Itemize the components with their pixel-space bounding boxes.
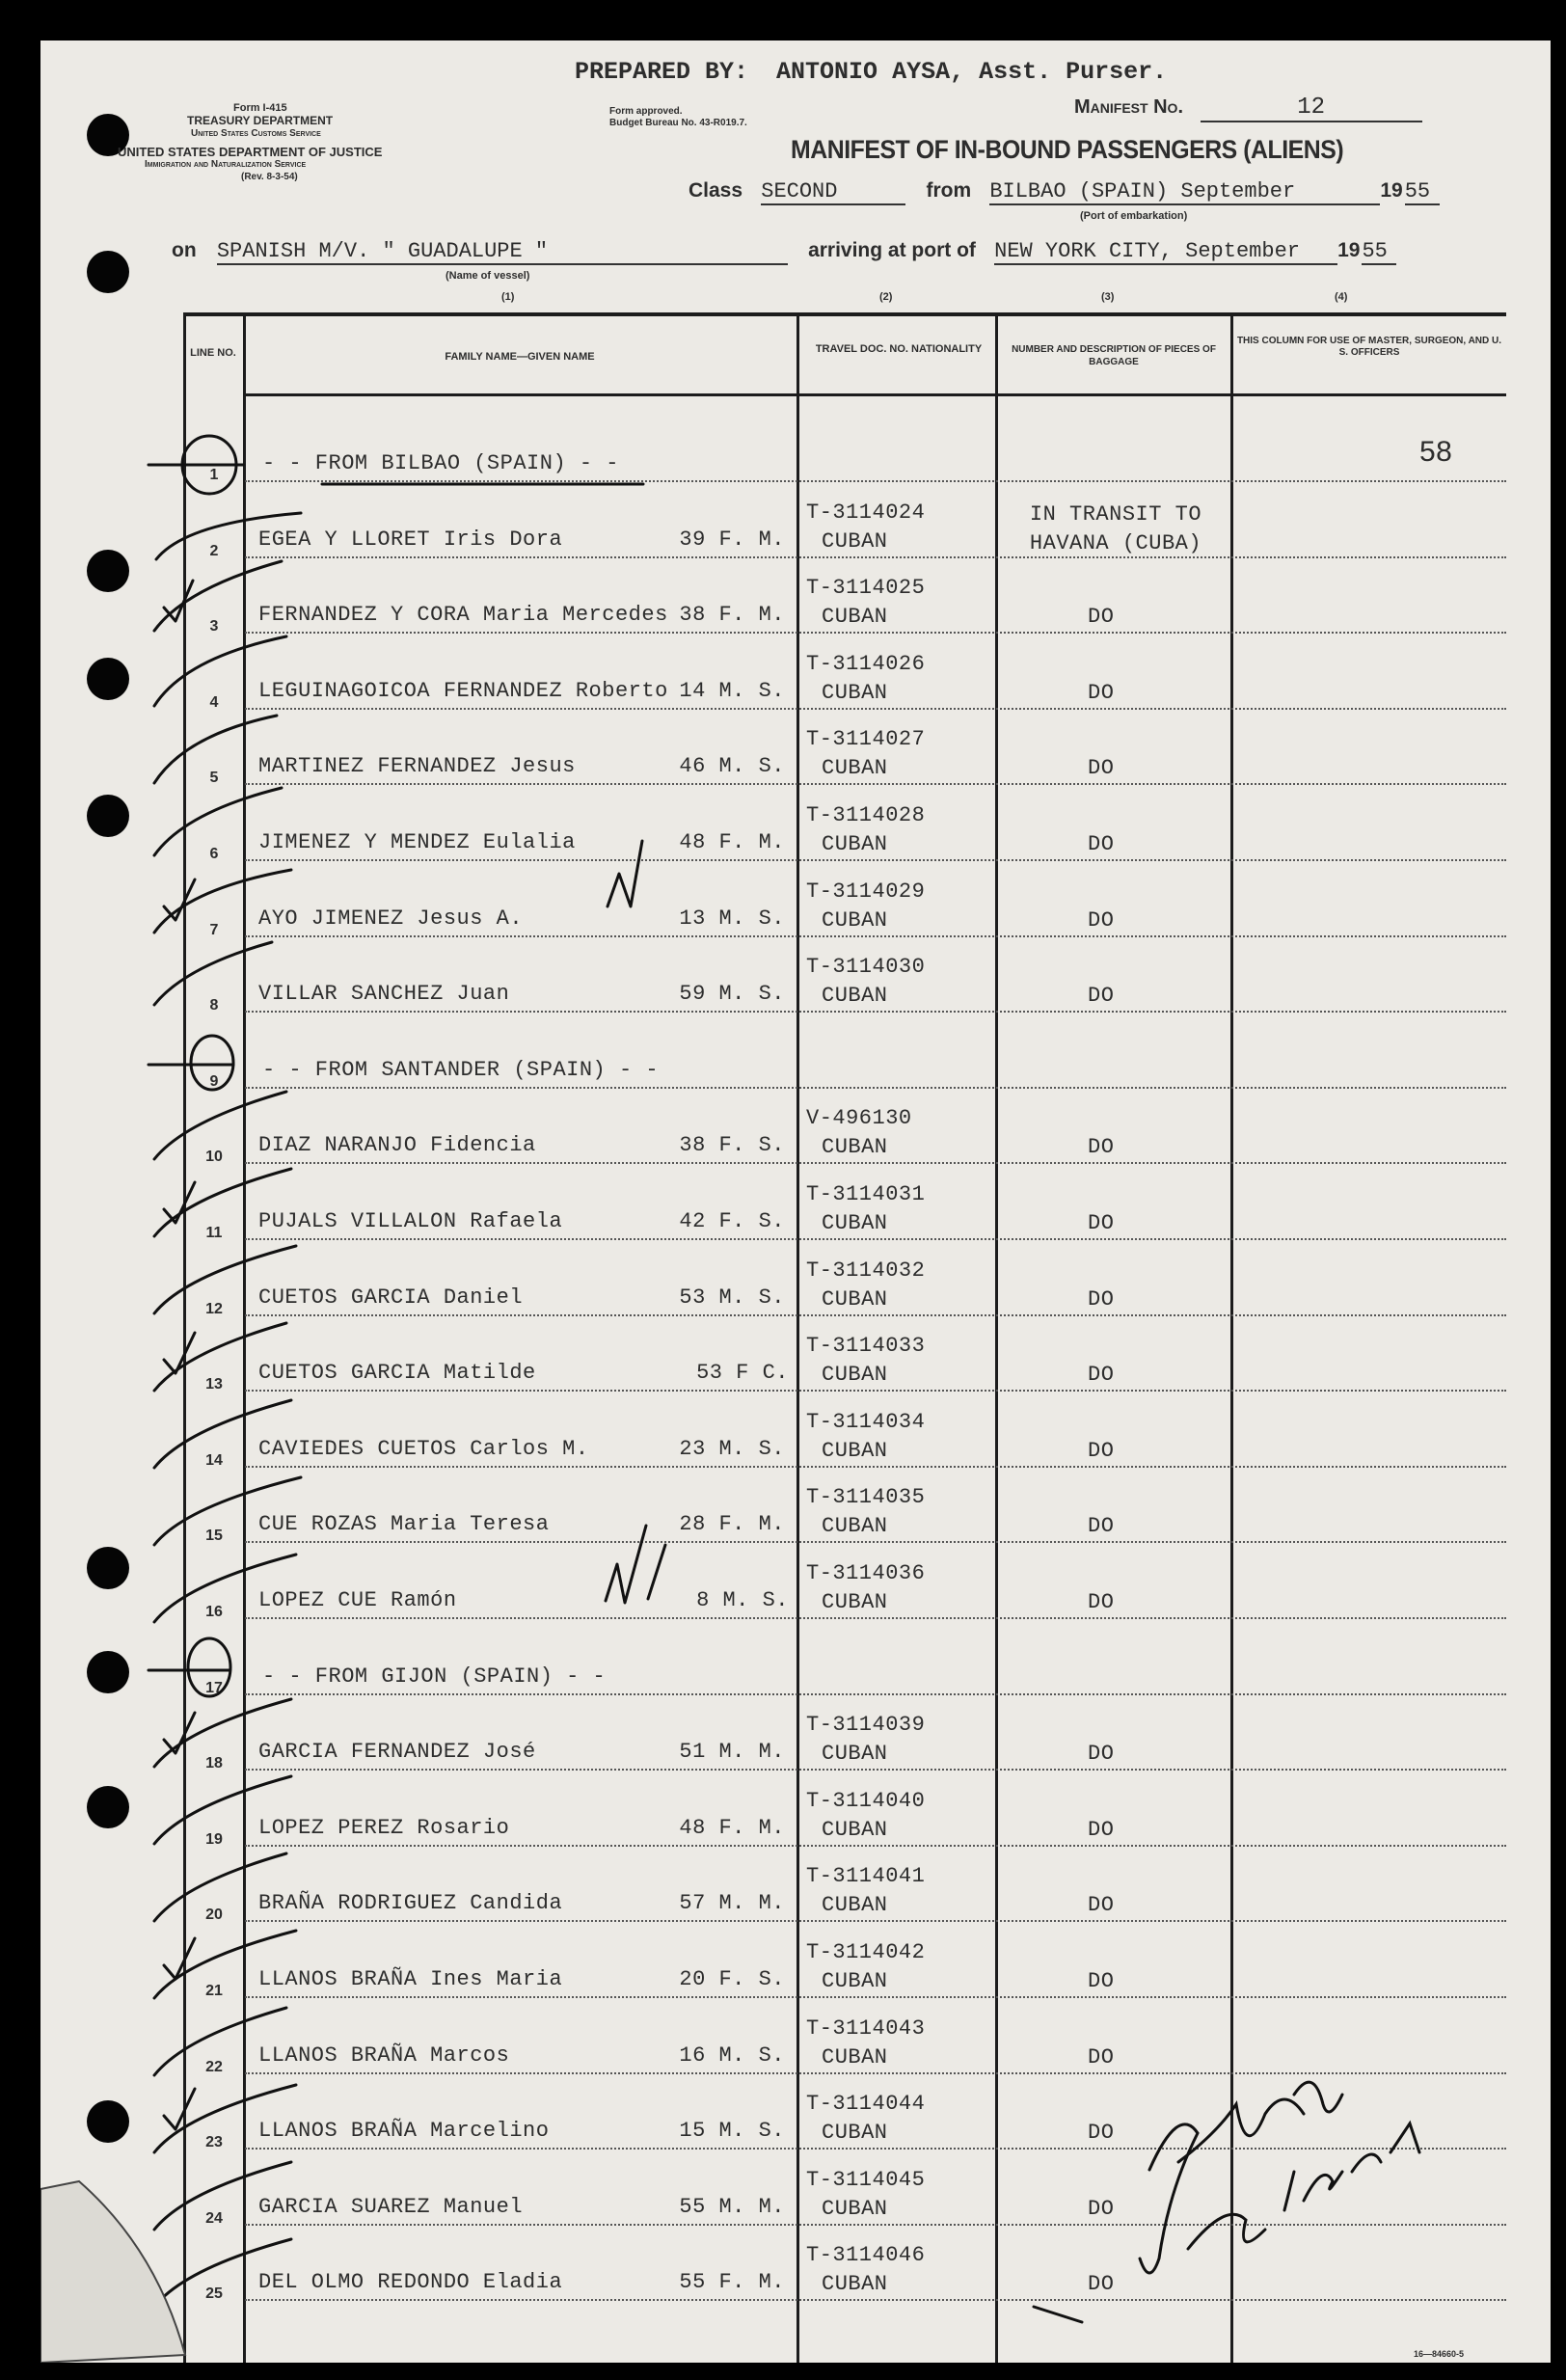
- line-number: 13: [205, 1376, 223, 1393]
- passenger-name: CUETOS GARCIA Daniel: [258, 1285, 524, 1310]
- line-number: 18: [205, 1755, 223, 1772]
- officer-note: 58: [1419, 436, 1453, 468]
- travel-doc-number: T-3114034: [806, 1409, 926, 1434]
- baggage-description: IN TRANSIT TO HAVANA (CUBA): [1029, 501, 1202, 555]
- baggage-description: DO: [1088, 1286, 1115, 1312]
- line-number: 3: [209, 618, 219, 636]
- age-sex-status: 20 F. S.: [679, 1967, 785, 1991]
- row-rule: [245, 632, 1506, 634]
- row-rule: [245, 1238, 1506, 1240]
- nationality: CUBAN: [822, 680, 888, 705]
- nationality: CUBAN: [822, 2121, 888, 2146]
- prepared-by-value: ANTONIO AYSA, Asst. Purser.: [776, 58, 1168, 86]
- section-heading: - - FROM BILBAO (SPAIN) - -: [262, 451, 619, 475]
- pen-mark: [608, 841, 642, 906]
- age-sex-status: 16 M. S.: [679, 2042, 785, 2068]
- nationality: CUBAN: [822, 1286, 888, 1312]
- line-number: 20: [205, 1907, 223, 1924]
- punch-hole: [87, 550, 129, 592]
- baggage-description: DO: [1088, 1135, 1115, 1160]
- from-label: from: [926, 179, 972, 202]
- row-rule: [245, 1466, 1506, 1468]
- nationality: CUBAN: [822, 605, 888, 630]
- baggage-description: DO: [1088, 907, 1115, 933]
- nationality: CUBAN: [822, 1742, 888, 1767]
- check-mark: [164, 1713, 195, 1753]
- line-number: 21: [205, 1983, 223, 1999]
- check-mark: [164, 1333, 195, 1373]
- col-header-officers: THIS COLUMN FOR USE OF MASTER, SURGEON, AND U. S. OFFICERS: [1236, 336, 1502, 358]
- age-sex-status: 51 M. M.: [679, 1740, 785, 1765]
- line-number: 19: [205, 1830, 223, 1848]
- immigration-service: Immigration and Naturalization Service: [145, 159, 307, 170]
- vessel-line: [172, 239, 1396, 265]
- col-divider: [995, 312, 998, 2363]
- nationality: CUBAN: [822, 1514, 888, 1539]
- row-rule: [245, 1920, 1506, 1922]
- nationality: CUBAN: [822, 1969, 888, 1993]
- row-rule: [245, 1087, 1506, 1089]
- form-approved: Form approved.: [609, 106, 683, 117]
- handwritten-marks: [40, 41, 1551, 2363]
- baggage-description: DO: [1088, 1363, 1115, 1388]
- row-rule: [245, 708, 1506, 710]
- col-divider: [243, 312, 246, 2363]
- row-rule: [245, 1996, 1506, 1998]
- section-heading: - - FROM SANTANDER (SPAIN) - -: [262, 1057, 660, 1082]
- passenger-name: EGEA Y LLORET Iris Dora: [258, 527, 563, 552]
- from-year-prefix: 19: [1380, 179, 1403, 202]
- travel-doc-number: T-3114035: [806, 1485, 926, 1510]
- nationality: CUBAN: [822, 1438, 888, 1463]
- passenger-name: LOPEZ PEREZ Rosario: [258, 1815, 510, 1840]
- passenger-name: FERNANDEZ Y CORA Maria Mercedes: [258, 603, 668, 628]
- row-rule: [245, 1011, 1506, 1013]
- from-value: BILBAO (SPAIN) September: [989, 179, 1380, 205]
- nationality: CUBAN: [822, 2044, 888, 2069]
- section-heading: - - FROM GIJON (SPAIN) - -: [262, 1663, 607, 1689]
- passenger-name: CUE ROZAS Maria Teresa: [258, 1512, 550, 1537]
- budget-bureau: Budget Bureau No. 43-R019.7.: [609, 118, 747, 128]
- line-number: 10: [205, 1149, 223, 1166]
- check-mark: [164, 879, 195, 920]
- age-sex-status: 38 F. M.: [679, 603, 785, 628]
- nationality: CUBAN: [822, 984, 888, 1009]
- passenger-name: LLANOS BRAÑA Marcelino: [258, 2119, 550, 2144]
- row-rule: [245, 480, 1506, 482]
- line-number: 14: [205, 1451, 223, 1469]
- row-rule: [245, 1390, 1506, 1392]
- check-mark: [164, 2089, 195, 2129]
- folded-corner: [40, 2181, 185, 2363]
- travel-doc-number: T-3114025: [806, 576, 926, 601]
- passenger-name: LEGUINAGOICOA FERNANDEZ Roberto: [258, 678, 668, 703]
- row-rule: [245, 1769, 1506, 1771]
- check-mark: [164, 1938, 195, 1979]
- passenger-name: CAVIEDES CUETOS Carlos M.: [258, 1436, 589, 1461]
- col-number-2: (2): [879, 291, 893, 303]
- age-sex-status: 53 M. S.: [679, 1285, 785, 1310]
- row-rule: [245, 2072, 1506, 2074]
- travel-doc-number: T-3114046: [806, 2243, 926, 2268]
- age-sex-status: 55 F. M.: [679, 2270, 785, 2295]
- approval-block: [609, 106, 747, 129]
- line-number: 5: [209, 770, 219, 787]
- travel-doc-number: T-3114041: [806, 1864, 926, 1889]
- baggage-description: DO: [1088, 756, 1115, 781]
- class-line: [688, 179, 1440, 205]
- punch-hole: [87, 795, 129, 837]
- baggage-description: DO: [1088, 1438, 1115, 1463]
- travel-doc-number: T-3114042: [806, 1940, 926, 1964]
- age-sex-status: 38 F. S.: [679, 1133, 785, 1158]
- nationality: CUBAN: [822, 1211, 888, 1235]
- passenger-name: GARCIA FERNANDEZ José: [258, 1740, 536, 1765]
- form-number: Form I-415: [233, 102, 287, 114]
- line-number: 9: [209, 1072, 219, 1090]
- nationality: CUBAN: [822, 1363, 888, 1388]
- baggage-description: DO: [1088, 1590, 1115, 1614]
- passenger-name: CUETOS GARCIA Matilde: [258, 1361, 536, 1386]
- passenger-name: GARCIA SUAREZ Manuel: [258, 2194, 524, 2219]
- line-number: 2: [209, 542, 219, 559]
- col-divider: [796, 312, 799, 2363]
- arrive-year-prefix: 19: [1337, 239, 1361, 261]
- travel-doc-number: T-3114045: [806, 2167, 926, 2192]
- slash-mark: [154, 942, 272, 1005]
- passenger-name: BRAÑA RODRIGUEZ Candida: [258, 1891, 563, 1916]
- travel-doc-number: T-3114036: [806, 1561, 926, 1585]
- nationality: CUBAN: [822, 528, 888, 554]
- col-header-travel-doc: TRAVEL DOC. NO. NATIONALITY: [815, 343, 983, 355]
- age-sex-status: 28 F. M.: [679, 1512, 785, 1537]
- baggage-description: DO: [1088, 832, 1115, 856]
- row-rule: [245, 556, 1506, 558]
- col-number-1: (1): [501, 291, 515, 303]
- line-number: 25: [205, 2285, 223, 2303]
- nationality: CUBAN: [822, 832, 888, 856]
- baggage-description: DO: [1088, 2272, 1115, 2297]
- check-mark: [164, 581, 193, 621]
- nationality: CUBAN: [822, 1135, 888, 1160]
- punch-hole: [87, 1651, 129, 1693]
- nationality: CUBAN: [822, 1893, 888, 1918]
- travel-doc-number: T-3114027: [806, 727, 926, 752]
- travel-doc-number: T-3114039: [806, 1713, 926, 1738]
- travel-doc-number: T-3114043: [806, 2015, 926, 2041]
- row-rule: [245, 2148, 1506, 2150]
- line-number: 4: [209, 693, 219, 711]
- age-sex-status: 46 M. S.: [679, 754, 785, 779]
- travel-doc-number: T-3114028: [806, 803, 926, 827]
- age-sex-status: 55 M. M.: [679, 2194, 785, 2219]
- prepared-by: [575, 58, 1167, 86]
- port-embarkation-caption: (Port of embarkation): [1080, 210, 1188, 222]
- nationality: CUBAN: [822, 2272, 888, 2297]
- baggage-description: DO: [1088, 1514, 1115, 1539]
- nationality: CUBAN: [822, 907, 888, 933]
- col-header-line-no: LINE NO.: [190, 347, 236, 359]
- baggage-description: DO: [1088, 1893, 1115, 1918]
- line-number: 24: [205, 2209, 223, 2227]
- travel-doc-number: T-3114044: [806, 2092, 926, 2117]
- treasury-dept: TREASURY DEPARTMENT: [187, 114, 334, 127]
- col-number-3: (3): [1101, 291, 1115, 303]
- baggage-description: DO: [1088, 2121, 1115, 2146]
- check-mark: [164, 1182, 195, 1223]
- row-rule: [245, 1162, 1506, 1164]
- row-rule: [245, 859, 1506, 861]
- punch-hole: [87, 1786, 129, 1828]
- travel-doc-number: T-3114024: [806, 500, 926, 525]
- passenger-name: JIMENEZ Y MENDEZ Eulalia: [258, 830, 576, 854]
- prepared-by-label: PREPARED BY:: [575, 58, 749, 86]
- circle-mark: [182, 436, 236, 494]
- age-sex-status: 14 M. S.: [679, 678, 785, 703]
- age-sex-status: 48 F. M.: [679, 830, 785, 854]
- row-rule: [245, 935, 1506, 937]
- col-number-4: (4): [1335, 291, 1348, 303]
- vessel-caption: (Name of vessel): [446, 270, 530, 282]
- line-number: 17: [205, 1679, 223, 1696]
- age-sex-status: 13 M. S.: [679, 906, 785, 931]
- travel-doc-number: T-3114030: [806, 955, 926, 980]
- col-header-baggage: NUMBER AND DESCRIPTION OF PIECES OF BAGGAGE: [1012, 344, 1216, 367]
- passenger-name: MARTINEZ FERNANDEZ Jesus: [258, 754, 576, 779]
- punch-hole: [87, 658, 129, 700]
- table-header-rule: [243, 393, 1506, 396]
- print-code: 16—84660-5: [1414, 2349, 1465, 2359]
- passenger-name: PUJALS VILLALON Rafaela: [258, 1209, 563, 1233]
- manifest-no-label: Manifest No.: [1074, 96, 1183, 118]
- passenger-name: LLANOS BRAÑA Marcos: [258, 2042, 510, 2068]
- line-number: 12: [205, 1300, 223, 1317]
- row-rule: [245, 1617, 1506, 1619]
- baggage-description: DO: [1088, 1817, 1115, 1842]
- line-number: 1: [209, 467, 219, 483]
- justice-dept: UNITED STATES DEPARTMENT OF JUSTICE: [118, 145, 383, 159]
- age-sex-status: 15 M. S.: [679, 2119, 785, 2144]
- row-rule: [245, 1693, 1506, 1695]
- col-divider: [1230, 312, 1233, 2363]
- customs-service: United States Customs Service: [191, 128, 321, 139]
- row-rule: [245, 1845, 1506, 1847]
- baggage-description: DO: [1088, 680, 1115, 705]
- line-number: 23: [205, 2134, 223, 2151]
- passenger-name: VILLAR SANCHEZ Juan: [258, 982, 510, 1007]
- arriving-label: arriving at port of: [808, 239, 976, 261]
- baggage-description: DO: [1088, 1742, 1115, 1767]
- line-number: 15: [205, 1528, 223, 1545]
- travel-doc-number: T-3114040: [806, 1788, 926, 1813]
- on-label: on: [172, 239, 197, 261]
- travel-doc-number: T-3114032: [806, 1258, 926, 1283]
- travel-doc-number: T-3114031: [806, 1182, 926, 1206]
- agency-block: [118, 102, 580, 183]
- col-header-name: FAMILY NAME—GIVEN NAME: [445, 351, 595, 363]
- class-label: Class: [688, 179, 743, 202]
- age-sex-status: 39 F. M.: [679, 527, 785, 552]
- nationality: CUBAN: [822, 1817, 888, 1842]
- punch-hole: [87, 2100, 129, 2143]
- manifest-number: [1074, 95, 1422, 122]
- row-rule: [245, 2299, 1506, 2301]
- punch-hole: [87, 1547, 129, 1589]
- nationality: CUBAN: [822, 2196, 888, 2221]
- baggage-description: DO: [1088, 1969, 1115, 1993]
- passenger-name: LLANOS BRAÑA Ines Maria: [258, 1967, 563, 1991]
- passenger-name: LOPEZ CUE Ramón: [258, 1588, 457, 1612]
- pen-mark: [648, 1545, 665, 1599]
- line-number: 11: [205, 1225, 223, 1241]
- row-rule: [245, 1541, 1506, 1543]
- arriving-value: NEW YORK CITY, September: [994, 239, 1337, 265]
- age-sex-status: 53 F C.: [696, 1361, 789, 1386]
- age-sex-status: 57 M. M.: [679, 1891, 785, 1916]
- travel-doc-number: V-496130: [806, 1106, 912, 1131]
- line-number: 16: [205, 1604, 223, 1620]
- row-rule: [245, 1314, 1506, 1316]
- from-year-value: 55: [1405, 179, 1440, 205]
- table-top-rule: [183, 312, 1506, 316]
- passenger-name: DEL OLMO REDONDO Eladia: [258, 2270, 563, 2295]
- baggage-description: DO: [1088, 2196, 1115, 2221]
- line-number: 8: [209, 997, 219, 1014]
- line-number: 7: [209, 921, 219, 938]
- age-sex-status: 42 F. S.: [679, 1209, 785, 1233]
- row-rule: [245, 783, 1506, 785]
- passenger-name: AYO JIMENEZ Jesus A.: [258, 906, 524, 931]
- baggage-description: DO: [1088, 2044, 1115, 2069]
- baggage-description: DO: [1088, 605, 1115, 630]
- manifest-no-value: 12: [1201, 95, 1422, 122]
- nationality: CUBAN: [822, 1590, 888, 1614]
- vessel-value: SPANISH M/V. " GUADALUPE ": [217, 239, 788, 265]
- class-value: SECOND: [761, 179, 905, 205]
- travel-doc-number: T-3114026: [806, 651, 926, 676]
- punch-hole: [87, 251, 129, 293]
- travel-doc-number: T-3114033: [806, 1334, 926, 1359]
- age-sex-status: 59 M. S.: [679, 982, 785, 1007]
- travel-doc-number: T-3114029: [806, 879, 926, 904]
- nationality: CUBAN: [822, 756, 888, 781]
- baggage-description: DO: [1088, 984, 1115, 1009]
- passenger-name: DIAZ NARANJO Fidencia: [258, 1133, 536, 1158]
- revision-date: (Rev. 8-3-54): [241, 172, 298, 182]
- arrive-year-value: 55: [1362, 239, 1396, 265]
- manifest-sheet: [40, 41, 1551, 2363]
- table-left-border: [183, 312, 186, 2363]
- pen-mark: [606, 1526, 646, 1603]
- line-number: 22: [205, 2058, 223, 2075]
- row-rule: [245, 2224, 1506, 2226]
- baggage-description: DO: [1088, 1211, 1115, 1235]
- age-sex-status: 23 M. S.: [679, 1436, 785, 1461]
- line-number: 6: [209, 846, 219, 862]
- manifest-title: MANIFEST OF IN-BOUND PASSENGERS (ALIENS): [791, 135, 1344, 164]
- age-sex-status: 48 F. M.: [679, 1815, 785, 1840]
- age-sex-status: 8 M. S.: [696, 1588, 789, 1612]
